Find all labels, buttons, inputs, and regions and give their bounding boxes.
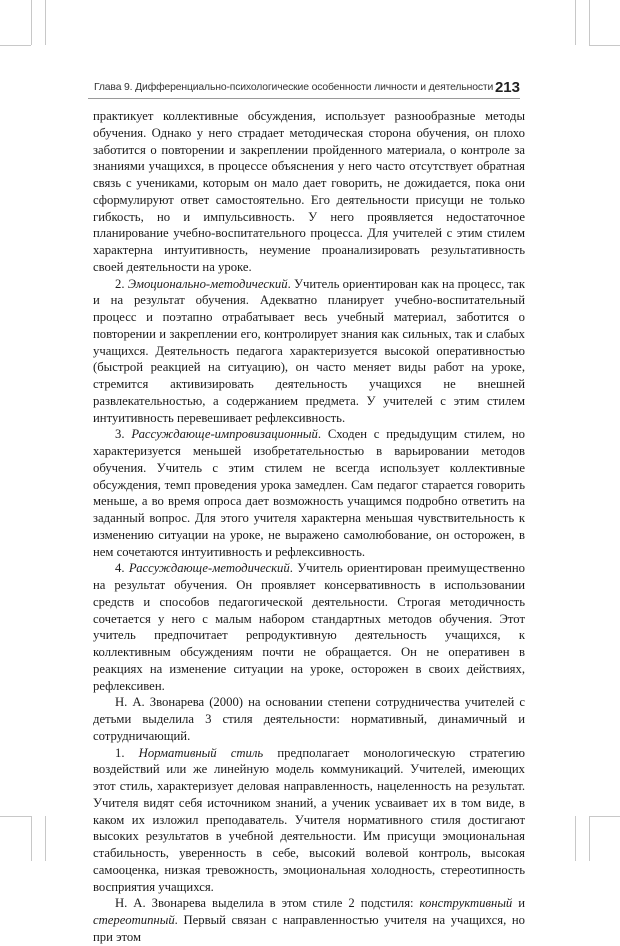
style-term: Рассуждающе-импровизационный (131, 427, 318, 442)
style-term: стереотипный (93, 913, 175, 927)
running-head (88, 79, 520, 99)
paragraph-lead: Н. А. Звонарева выделила в этом стиле 2 подстиля: (115, 896, 420, 911)
header-rule (88, 98, 520, 99)
paragraph (93, 694, 525, 744)
paragraph-text: Н. А. Звонарева (2000) на основании степени сотрудничества учителей с детьми выделила 3 стиля деятельности: нормативный, динамичный и сотрудничающий. (93, 695, 525, 743)
list-number: 2. (115, 276, 128, 291)
paragraph-text: предполагает монологическую стратегию воздействий или же линейную модель коммуникаций. Учителей, имеющих этот стиль, характеризует деловая направленность, нацеленность на результат. Учителя видят себя источником знаний, а ученик усваивает их в том виде, в каком их изложил преподаватель. Учителя нормативного стиля достигают высоких результатов в учебной деятельности. Им присущи эмоциональная стабильность, уверенность в себе, высокий волевой контроль, высокая самооценка, низкая тревожность, эмоциональная холодность, стереотипность восприятия учащихся. (93, 745, 525, 894)
paragraph (93, 560, 525, 694)
body-text (93, 108, 525, 946)
crop-mark (589, 816, 620, 817)
paragraph-text: практикует коллективные обсуждения, использует разнообразные методы обучения. Однако у него страдает методическая сторона обучения, он плохо заботится о повторении и закреплении пройденного материала, о контроле за знаниями учащихся, в процессе объяснения у него часто отсутствует обратная связь с учениками, которым он мало дает говорить, не дожидается, пока они сформулируют ответ самостоятельно. Его деятельности присущи не только гибкость, но и импульсивность. У него проявляется недостаточное планирование учебно-воспитательного процесса. Для учителей с этим стилем характерна интуитивность, неумение проанализировать результативность своей деятельности на уроке. (93, 109, 525, 274)
crop-mark (589, 45, 620, 46)
page-number: 213 (494, 79, 520, 96)
paragraph-text: . Учитель ориентирован как на процесс, так и на результат обучения. Адекватно планирует учебно-воспитательный процесс и поэтапно отрабатывает весь учебный материал, заботится о повторении и закреплении его, контролирует знания как сильных, так и слабых учащихся. Деятельность педагога характеризуется высокой оперативностью (быстрой реакцией на ситуацию), он часто меняет виды работ на уроке, стремится активизировать деятельность учащихся не внешней развлекательностью, а содержанием предмета. У учителей с этим стилем интуитивность перевешивает рефлексивность. (93, 276, 525, 425)
paragraph (93, 108, 525, 276)
style-term: Эмоционально-методический (127, 276, 288, 291)
list-number: 3. (115, 427, 132, 442)
chapter-title: Глава 9. Дифференциально-психологические особенности личности и деятельности (94, 82, 494, 93)
paragraph (93, 895, 525, 945)
crop-mark (0, 45, 31, 46)
crop-mark (575, 816, 576, 861)
crop-mark (45, 0, 46, 45)
crop-mark (0, 816, 31, 817)
paragraph-text: . Учитель ориентирован преимущественно на результат обучения. Он проявляет консервативность в использовании средств и способов педагогической деятельности. Строгая методичность сочетается у него с малым набором стандартных методов обучения. Этот учитель предпочитает репродуктивную деятельность учащихся, к коллективным обсуждениям почти не обращается. Он не оперативен в реакциях на изменение ситуации на уроке, осторожен в своих действиях, рефлексивен. (93, 561, 526, 693)
connector: и (512, 896, 525, 911)
paragraph-text: . Сходен с предыдущим стилем, но характеризуется меньшей изобретательностью в варьировании методов обучения. Учитель с этим стилем не всегда использует коллективные обсуждения, темп проведения урока замедлен. Сам педагог старается говорить меньше, а во время опроса дает возможность учащимся подробно ответить на заданный вопрос. Для этого учителя характерна меньшая чувствительность к изменению ситуации на уроке, не выражено самолюбование, он осторожен, в нем сочетаются интуитивность и рефлексивность. (93, 427, 525, 559)
paragraph (93, 426, 525, 560)
paragraph-text: . Первый связан с направленностью учителя на учащихся, но при этом (93, 913, 525, 944)
crop-mark (589, 816, 590, 861)
list-number: 1. (115, 745, 139, 760)
list-number: 4. (115, 561, 129, 576)
crop-mark (31, 816, 32, 861)
crop-mark (45, 816, 46, 861)
crop-mark (589, 0, 590, 45)
crop-mark (31, 0, 32, 45)
paragraph (93, 276, 525, 427)
style-term: Нормативный стиль (138, 745, 264, 760)
style-term: Рассуждающе-методический (128, 561, 290, 576)
paragraph (93, 745, 525, 896)
style-term: конструктивный (419, 896, 513, 911)
crop-mark (575, 0, 576, 45)
